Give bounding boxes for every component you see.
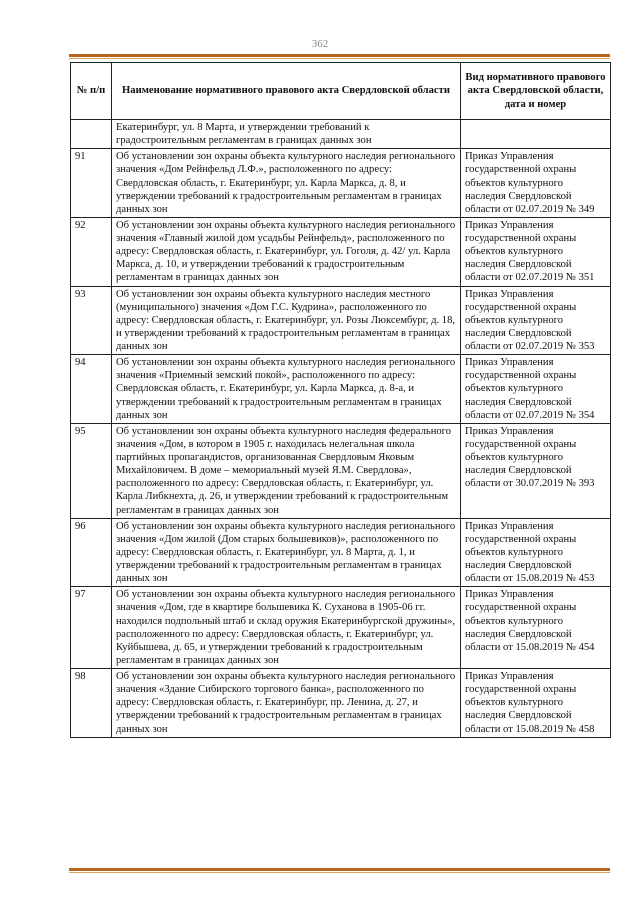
row-act-type: Приказ Управления государственной охраны объектов культурного наследия Свердловской области от 02.07.2019 № 353 — [461, 286, 611, 355]
row-act-type: Приказ Управления государственной охраны объектов культурного наследия Свердловской области от 30.07.2019 № 393 — [461, 423, 611, 518]
table-header-row — [71, 63, 611, 120]
row-number: 98 — [71, 669, 112, 738]
row-number: 95 — [71, 423, 112, 518]
continuation-name-cell: Екатеринбург, ул. 8 Марта, и утверждении требований к градостроительным регламентам в границах данных зон — [112, 120, 461, 149]
row-act-name: Об установлении зон охраны объекта культурного наследия местного (муниципального) значения «Дом Г.С. Кудрина», расположенного по адресу: Свердловская область, г. Екатеринбург, ул. Розы Люксембург, д. 18, и утверждении требований к градостроительным регламентам в границах данных зон — [112, 286, 461, 355]
row-act-type: Приказ Управления государственной охраны объектов культурного наследия Свердловской области от 15.08.2019 № 458 — [461, 669, 611, 738]
legal-acts-table — [70, 62, 611, 738]
footer-rule-thin — [69, 872, 610, 873]
footer-rule — [69, 868, 610, 871]
page-number: 362 — [311, 38, 329, 50]
row-act-type: Приказ Управления государственной охраны объектов культурного наследия Свердловской области от 02.07.2019 № 349 — [461, 149, 611, 218]
row-act-name: Об установлении зон охраны объекта культурного наследия регионального значения «Приемный земский покой», расположенного по адресу: Свердловская область, г. Екатеринбург, ул. Карла Маркса, д. 8-а, и утверждении требований к градостроительным регламентам в границах данных зон — [112, 355, 461, 424]
row-number: 94 — [71, 355, 112, 424]
table-row — [71, 286, 611, 355]
header-act-name: Наименование нормативного правового акта Свердловской области — [112, 63, 461, 120]
header-rule-thin — [69, 58, 610, 59]
table-row — [71, 669, 611, 738]
table-row — [71, 217, 611, 286]
row-number: 93 — [71, 286, 112, 355]
row-act-type: Приказ Управления государственной охраны объектов культурного наследия Свердловской области от 02.07.2019 № 351 — [461, 217, 611, 286]
continuation-number-cell — [71, 120, 112, 149]
row-number: 97 — [71, 587, 112, 669]
row-act-type: Приказ Управления государственной охраны объектов культурного наследия Свердловской области от 15.08.2019 № 454 — [461, 587, 611, 669]
row-act-name: Об установлении зон охраны объекта культурного наследия регионального значения «Главный жилой дом усадьбы Рейнфельд», расположенного по адресу: Свердловская область, г. Екатеринбург, ул. Гоголя, д. 42/ ул. Карла Маркса, д. 10, и утверждении требований к градостроительным регламентам в границах данных зон — [112, 217, 461, 286]
header-rule — [69, 54, 610, 57]
row-act-type: Приказ Управления государственной охраны объектов культурного наследия Свердловской области от 02.07.2019 № 354 — [461, 355, 611, 424]
row-act-name: Об установлении зон охраны объекта культурного наследия регионального значения «Дом Рейнфельд Л.Ф.», расположенного по адресу: Свердловская область, г. Екатеринбург, ул. Карла Маркса, д. 8, и утверждении требований к градостроительным регламентам в границах данных зон — [112, 149, 461, 218]
table-row — [71, 423, 611, 518]
header-act-type: Вид нормативного правового акта Свердловской области, дата и номер — [461, 63, 611, 120]
row-number: 92 — [71, 217, 112, 286]
row-act-name: Об установлении зон охраны объекта культурного наследия регионального значения «Здание Сибирского торгового банка», расположенного по адресу: Свердловская область, г. Екатеринбург, пр. Ленина, д. 27, и утверждении требований к градостроительным регламентам в границах данных зон — [112, 669, 461, 738]
continuation-type-cell — [461, 120, 611, 149]
header-number: № п/п — [71, 63, 112, 120]
table-row — [71, 355, 611, 424]
row-act-type: Приказ Управления государственной охраны объектов культурного наследия Свердловской области от 15.08.2019 № 453 — [461, 518, 611, 587]
table-row — [71, 518, 611, 587]
row-act-name: Об установлении зон охраны объекта культурного наследия регионального значения «Дом, где в квартире большевика К. Суханова в 1905-06 гг. находился подпольный штаб и склад оружия Екатеринбургской дружины», расположенного по адресу: Свердловская область, г. Екатеринбург, ул. Куйбышева, д. 65, и утверждении требований к градостроительным регламентам в границах данных зон — [112, 587, 461, 669]
continuation-row — [71, 120, 611, 149]
table-row — [71, 587, 611, 669]
row-act-name: Об установлении зон охраны объекта культурного наследия федерального значения «Дом, в котором в 1905 г. находилась нелегальная школа партийных пропагандистов, организованная Свердловым Яковым Михайловичем. В доме – мемориальный музей Я.М. Свердлова», расположенного по адресу: Свердловская область, г. Екатеринбург, ул. Карла Либкнехта, д. 26, и утверждении требований к градостроительным регламентам в границах данных зон — [112, 423, 461, 518]
row-number: 96 — [71, 518, 112, 587]
row-number: 91 — [71, 149, 112, 218]
row-act-name: Об установлении зон охраны объекта культурного наследия регионального значения «Дом жилой (Дом старых большевиков)», расположенного по адресу: Свердловская область, г. Екатеринбург, ул. 8 Марта, д. 1, и утверждении требований к градостроительным регламентам в границах данных зон — [112, 518, 461, 587]
table-row — [71, 149, 611, 218]
